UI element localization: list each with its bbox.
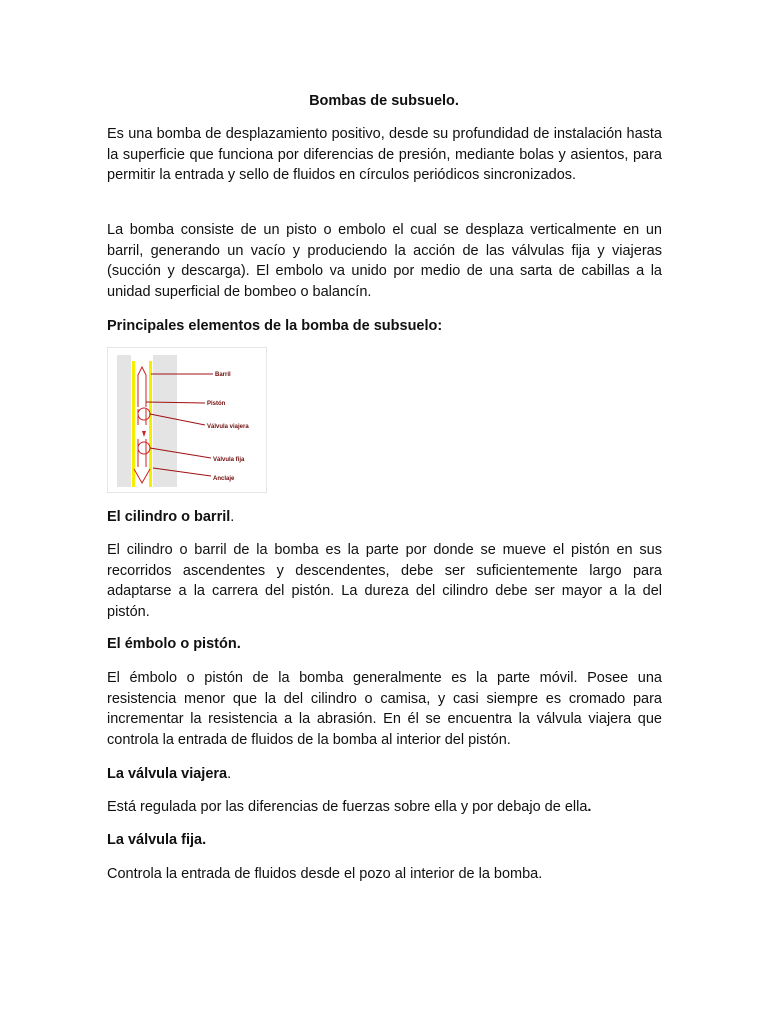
elements-heading: Principales elementos de la bomba de subsuelo:: [107, 318, 443, 334]
intro-paragraph-2: La bomba consiste de un pisto o embolo el cual se desplaza verticalmente en un barril, generando un vacío y produciendo la acción de las válvulas fija y viajeras (succión y descarga). El embolo va unido por medio de una sarta de cabillas a la unidad superficial de bombeo o balancín.: [107, 222, 662, 300]
intro-paragraph-1: Es una bomba de desplazamiento positivo, desde su profundidad de instalación hasta la superficie que funciona por diferencias de presión, mediante bolas y asientos, para permitir la entrada y sello de fluidos en círculos periódicos sincronizados.: [107, 126, 662, 183]
pump-diagram: [107, 347, 267, 493]
barrel-wall-left: [132, 361, 135, 487]
section-text-valvula-fija: Controla la entrada de fluidos desde el pozo al interior de la bomba.: [107, 866, 543, 882]
section-heading-embolo: El émbolo o pistón.: [107, 636, 241, 652]
document-title: Bombas de subsuelo.: [309, 93, 459, 109]
section-text-valvula-viajera: Está regulada por las diferencias de fuerzas sobre ella y por debajo de ella.: [107, 799, 592, 815]
section-heading-cilindro: El cilindro o barril.: [107, 509, 235, 525]
barrel-wall-right: [149, 361, 152, 487]
label-valvula-fija: Válvula fija: [213, 457, 245, 463]
section-heading-valvula-viajera: La válvula viajera.: [107, 766, 232, 782]
pump-diagram-svg: [107, 347, 267, 493]
label-anclaje: Anclaje: [213, 476, 235, 482]
label-barril: Barril: [215, 372, 231, 378]
section-text-embolo: El émbolo o pistón de la bomba generalmente es la parte móvil. Posee una resistencia menor que la del cilindro o camisa, y casi siempre es cromado para incrementar la resistencia a la abrasión. En él se encuentra la válvula viajera que controla la entrada de fluidos de la bomba al interior del pistón.: [107, 670, 662, 748]
section-text-cilindro: El cilindro o barril de la bomba es la parte por donde se mueve el pistón en sus recorridos ascendentes y descendentes, debe ser suficientemente largo para adaptarse a la carrera del pistón. La dureza del cilindro debe ser mayor a la del pistón.: [107, 542, 662, 620]
label-valvula-viajera: Válvula viajera: [207, 424, 249, 430]
section-heading-valvula-fija: La válvula fija.: [107, 832, 207, 848]
label-piston: Pistón: [207, 401, 226, 407]
